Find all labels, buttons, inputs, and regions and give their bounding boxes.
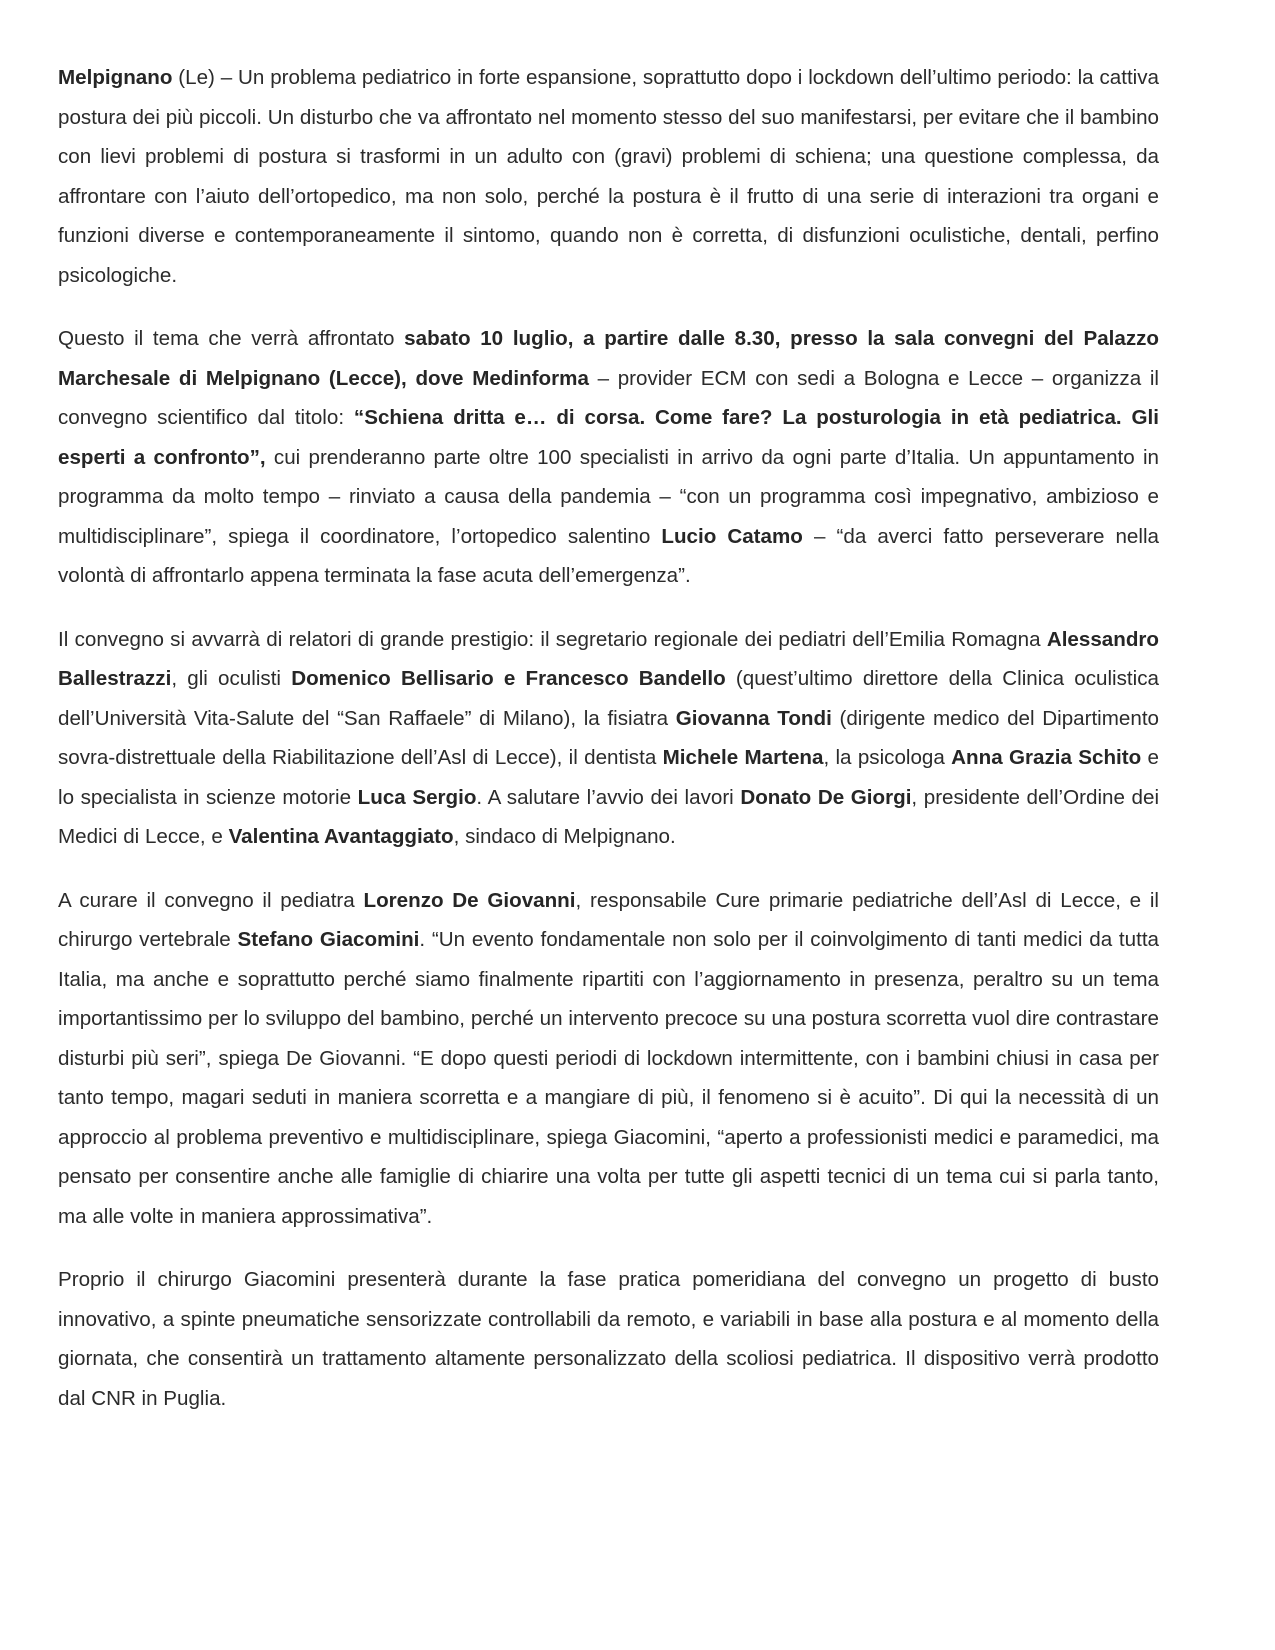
- text-segment: – provider ECM con sedi a Bologna e Lecce – organizza il convegno scientifico dal titolo:: [58, 366, 1160, 429]
- speaker-name-bold: Michele Martena: [662, 746, 824, 769]
- text-segment: (Le) – Un problema pediatrico in forte espansione, soprattutto dopo i lockdown dell’ultimo periodo: la cattiva postura dei più piccoli. Un disturbo che va affrontato nel momento stesso del suo manifestarsi, per evitare che il bambino con lievi problemi di postura si trasformi in un adulto con (gravi) problemi di schiena; una questione complessa, da affrontare con l’aiuto dell’ortopedico, ma non solo, perché la postura è il frutto di una serie di interazioni tra organi e funzioni diverse e contemporaneamente il sintomo, quando non è corretta, di disfunzioni oculistiche, dentali, perfino psicologiche.: [58, 66, 1159, 287]
- location-bold: Melpignano: [58, 66, 173, 89]
- coordinator-name-bold: Lucio Catamo: [661, 524, 803, 548]
- paragraph-device: [58, 1260, 1159, 1418]
- paragraph-event: [58, 319, 1159, 596]
- text-segment: , responsabile Cure primarie pediatriche dell’Asl di Lecce, e il chirurgo vertebrale: [58, 888, 1160, 951]
- speaker-name-bold: Donato De Giorgi: [740, 785, 912, 809]
- text-segment: , sindaco di Melpignano.: [453, 825, 676, 848]
- text-segment: , la psicologa: [823, 746, 952, 769]
- conference-title-bold: “Schiena dritta e… di corsa. Come fare? La posturologia in età pediatrica. Gli esperti a confronto”,: [58, 406, 1159, 469]
- text-segment: (quest’ultimo direttore della Clinica oculistica dell’Università Vita-Salute del “San Raffaele” di Milano), la fisiatra: [58, 667, 1159, 730]
- text-segment: . “Un evento fondamentale non solo per il coinvolgimento di tanti medici da tutta Italia, ma anche e soprattutto perché siamo finalmente ripartiti con l’aggiornamento in presenza, peraltro su un tema importantissimo per lo sviluppo del bambino, perché un intervento precoce su una postura scorretta vuol dire contrastare disturbi più seri”, spiega De Giovanni. “E dopo questi periodi di lockdown intermittente, con i bambini chiusi in casa per tanto tempo, magari seduti in maniera scorretta e a mangiare di più, il fenomeno si è acuito”. Di qui la necessità di un approccio al problema preventivo e multidisciplinare, spiega Giacomini, “aperto a professionisti medici e paramedici, ma pensato per consentire anche alle famiglie di chiarire una volta per tutte gli aspetti tecnici di un tema cui si parla tanto, ma alle volte in maniera approssimativa”.: [58, 928, 1160, 1228]
- text-segment: e lo specialista in scienze motorie: [58, 746, 1159, 809]
- speaker-name-bold: Domenico Bellisario e Francesco Bandello: [291, 667, 726, 690]
- event-date-venue-bold: sabato 10 luglio, a partire dalle 8.30, presso la sala convegni del Palazzo Marchesale di Melpignano (Lecce), dove Medinforma: [58, 327, 1159, 390]
- paragraph-intro: [58, 58, 1159, 295]
- text-segment: A curare il convegno il pediatra: [58, 888, 364, 912]
- paragraph-organizers: [58, 881, 1159, 1237]
- text-segment: – “da averci fatto perseverare nella volontà di affrontarlo appena terminata la fase acuta dell’emergenza”.: [58, 524, 1159, 587]
- text-segment: Il convegno si avvarrà di relatori di grande prestigio: il segretario regionale dei pediatri dell’Emilia Romagna: [58, 627, 1047, 651]
- speaker-name-bold: Valentina Avantaggiato: [228, 825, 454, 848]
- text-segment: , presidente dell’Ordine dei Medici di Lecce, e: [58, 785, 1160, 848]
- text-segment: . A salutare l’avvio dei lavori: [476, 785, 741, 809]
- text-segment: Questo il tema che verrà affrontato: [58, 327, 405, 350]
- text-segment: Proprio il chirurgo Giacomini presenterà durante la fase pratica pomeridiana del convegno un progetto di busto innovativo, a spinte pneumatiche sensorizzate controllabili da remoto, e variabili in base alla postura e al momento della giornata, che consentirà un trattamento altamente personalizzato della scoliosi pediatrica. Il dispositivo verrà prodotto dal CNR in Puglia.: [58, 1268, 1159, 1410]
- text-segment: (dirigente medico del Dipartimento sovra-distrettuale della Riabilitazione dell’Asl di Lecce), il dentista: [58, 706, 1159, 769]
- speaker-name-bold: Alessandro Ballestrazzi: [58, 627, 1159, 690]
- speaker-name-bold: Anna Grazia Schito: [951, 746, 1142, 769]
- organizer-name-bold: Stefano Giacomini: [237, 928, 420, 951]
- speaker-name-bold: Giovanna Tondi: [675, 706, 832, 730]
- speaker-name-bold: Luca Sergio: [357, 785, 477, 809]
- text-segment: cui prenderanno parte oltre 100 specialisti in arrivo da ogni parte d’Italia. Un appuntamento in programma da molto tempo – rinviato a causa della pandemia – “con un programma così impegnativo, ambizioso e multidisciplinare”, spiega il coordinatore, l’ortopedico salentino: [58, 445, 1159, 548]
- article-body: [58, 58, 1159, 1442]
- organizer-name-bold: Lorenzo De Giovanni: [363, 888, 576, 912]
- paragraph-speakers: [58, 620, 1159, 857]
- text-segment: , gli oculisti: [171, 667, 292, 690]
